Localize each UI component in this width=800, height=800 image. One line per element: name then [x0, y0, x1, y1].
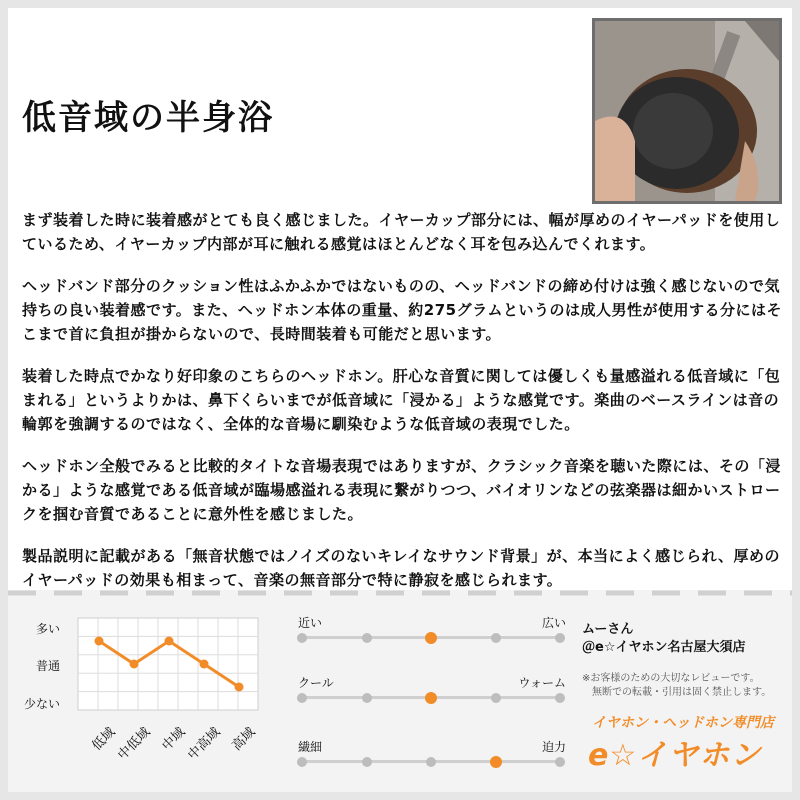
chart-y-label-low: 少ない — [24, 697, 61, 711]
slider-dot — [555, 693, 565, 703]
slider-left-label: クール — [298, 676, 334, 690]
chart-category-label: 高域 — [229, 724, 259, 754]
chart-y-label-high: 多い — [36, 622, 61, 636]
reviewer-name: ムーさん — [582, 622, 634, 637]
headphone-photo — [592, 18, 782, 204]
slider-dot — [491, 693, 501, 703]
review-article — [22, 208, 782, 610]
slider-dot — [555, 633, 565, 643]
slider-selected-dot — [490, 756, 502, 768]
slider-right-label: ウォーム — [518, 676, 566, 690]
slider-dot — [426, 757, 436, 767]
review-paragraph: まず装着した時に装着感がとても良く感じました。イヤーカップ部分には、幅が厚めのイヤーパッドを使用しているため、イヤーカップ内部が耳に触れる感覚はほとんどなく耳を包み込んでくれます。 — [22, 211, 781, 253]
copyright-notice — [582, 672, 788, 700]
review-paragraph: 装着した時点でかなり好印象のこちらのヘッドホン。肝心な音質に関しては優しくも量感溢れる低音域に「包まれる」というよりかは、鼻下くらいまでが低音域に「浸かる」ような感覚です。楽曲のベースラインは音の輪郭を強調するのではなく、全体的な音場に馴染むような低音域の表現でした。 — [22, 367, 781, 433]
chart-category-label: 中域 — [159, 724, 189, 754]
dashed-divider — [8, 590, 792, 596]
slider-left-label: 近い — [298, 616, 323, 630]
slider-dot — [297, 757, 307, 767]
chart-category-label: 中高域 — [185, 724, 224, 764]
slider-right-label: 広い — [541, 616, 566, 630]
slider-left-label: 繊細 — [298, 740, 323, 754]
slider-dot — [555, 757, 565, 767]
slider-right-label: 迫力 — [541, 740, 566, 754]
slider-dot — [362, 693, 372, 703]
review-paragraph: ヘッドバンド部分のクッション性はふかふかではないものの、ヘッドバンドの締め付けは強く感じないので気持ちの良い装着感です。また、ヘッドホン本体の重量、約275グラムというのは成人男性が使用する分にはそこまで首に負担が掛からないので、長時間装着も可能だと思います。 — [22, 277, 782, 343]
shop-tagline: イヤホン・ヘッドホン専門店 — [592, 715, 774, 731]
reviewer-shop: ＠e☆イヤホン名古屋大須店 — [582, 640, 746, 655]
slider-dot — [297, 693, 307, 703]
chart-category-label: 低域 — [89, 724, 119, 754]
brand-logo: e☆イヤホン — [588, 738, 762, 773]
review-paragraph: ヘッドホン全般でみると比較的タイトな音場表現ではありますが、クラシック音楽を聴いた際には、その「浸かる」ような感覚である低音域が臨場感溢れる表現に繋がりつつ、バイオリンなどの弦楽器は細かいストロークを掴む音質であることに意外性を感じました。 — [22, 457, 781, 523]
review-paragraph: 製品説明に記載がある「無音状態ではノイズのないキレイなサウンド背景」が、本当によく感じられ、厚めのイヤーパッドの効果も相まって、音楽の無音部分で特に静寂を感じられます。 — [22, 547, 781, 589]
slider-dot — [491, 633, 501, 643]
notice-line: ※お客様のための大切なレビューです。 — [582, 673, 760, 684]
notice-line: 無断での転載・引用は固く禁止します。 — [592, 687, 772, 698]
slider-selected-dot — [425, 692, 437, 704]
slider-dot — [362, 757, 372, 767]
slider-dot — [362, 633, 372, 643]
page-title: 低音域の半身浴 — [22, 98, 274, 138]
chart-y-label-mid: 普通 — [36, 659, 61, 673]
slider-dot — [297, 633, 307, 643]
chart-category-label: 中低域 — [115, 724, 154, 764]
slider-selected-dot — [425, 632, 437, 644]
